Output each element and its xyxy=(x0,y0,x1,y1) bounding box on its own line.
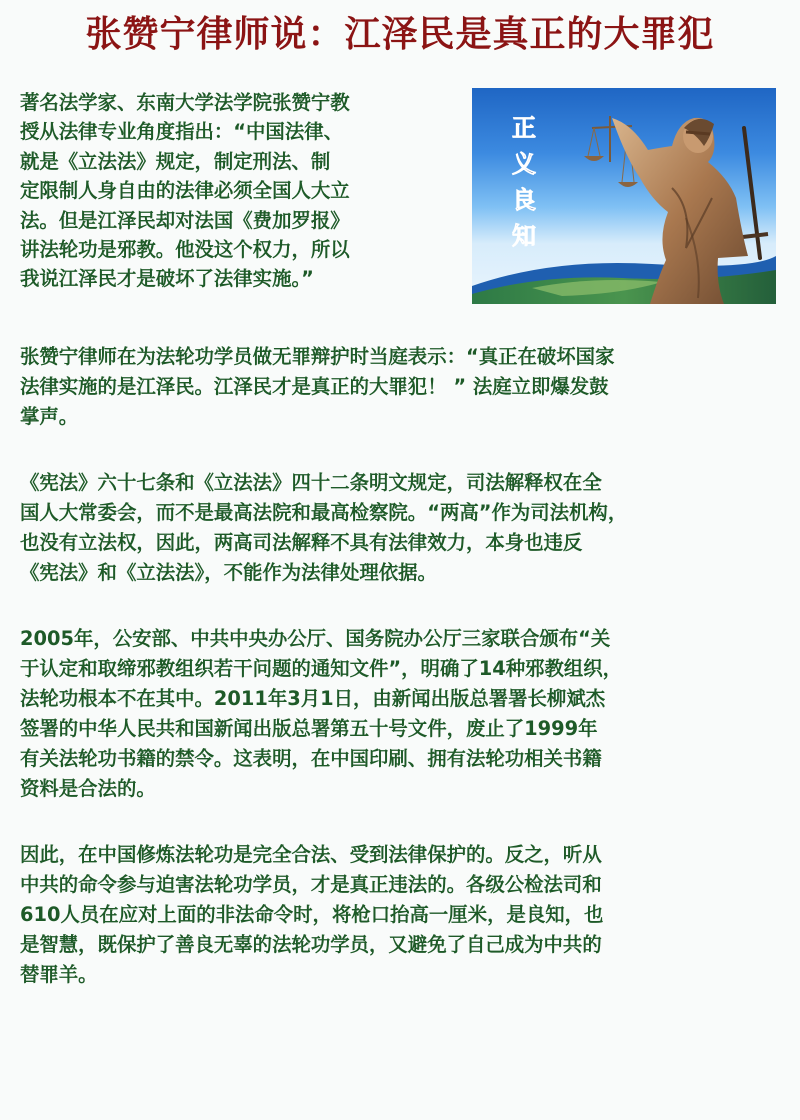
paragraph-line: 替罪羊。 xyxy=(20,963,98,986)
paragraph-line: 中共的命令参与迫害法轮功学员，才是真正违法的。各级公检法司和 xyxy=(20,873,602,896)
paragraph-line: 法律实施的是江泽民。江泽民才是真正的大罪犯！ ” 法庭立即爆发鼓 xyxy=(20,375,609,398)
lead-section xyxy=(20,88,780,316)
article-body xyxy=(20,342,780,990)
paragraph-line: 张赞宁律师在为法轮功学员做无罪辩护时当庭表示：“真正在破坏国家 xyxy=(20,345,615,368)
paragraph-line: 掌声。 xyxy=(20,405,79,428)
paragraph-4 xyxy=(20,840,780,990)
justice-statue-image xyxy=(472,88,776,304)
caption-char: 义 xyxy=(512,149,536,178)
paragraph-line: 讲法轮功是邪教。他没这个权力，所以 xyxy=(20,238,350,262)
caption-char: 良 xyxy=(512,185,536,214)
paragraph-line: 2005年，公安部、中共中央办公厅、国务院办公厅三家联合颁布“关 xyxy=(20,627,611,650)
paragraph-line: 定限制人身自由的法律必须全国人大立 xyxy=(20,179,350,203)
caption-char: 正 xyxy=(512,113,536,142)
justice-statue-illustration xyxy=(472,88,776,304)
paragraph-2 xyxy=(20,468,780,588)
paragraph-line: 签署的中华人民共和国新闻出版总署第五十号文件，废止了1999年 xyxy=(20,717,598,740)
paragraph-line: 《宪法》六十七条和《立法法》四十二条明文规定，司法解释权在全 xyxy=(20,471,602,494)
paragraph-line: 也没有立法权，因此，两高司法解释不具有法律效力，本身也违反 xyxy=(20,531,583,554)
paragraph-3 xyxy=(20,624,780,804)
paragraph-line: 610人员在应对上面的非法命令时，将枪口抬高一厘米，是良知，也 xyxy=(20,903,604,926)
paragraph-line: 资料是合法的。 xyxy=(20,777,156,800)
paragraph-line: 国人大常委会，而不是最高法院和最高检察院。“两高”作为司法机构， xyxy=(20,501,628,524)
paragraph-line: 就是《立法法》规定，制定刑法、制 xyxy=(20,149,331,173)
caption-char: 知 xyxy=(512,221,536,250)
paragraph-line: 授从法律专业角度指出：“中国法律、 xyxy=(20,120,343,144)
article-title: 张赞宁律师说：江泽民是真正的大罪犯 xyxy=(85,14,715,55)
paragraph-line: 法轮功根本不在其中。2011年3月1日，由新闻出版总署署长柳斌杰 xyxy=(20,687,606,710)
paragraph-line: 于认定和取缔邪教组织若干问题的通知文件”，明确了14种邪教组织， xyxy=(20,657,623,680)
paragraph-line: 因此，在中国修炼法轮功是完全合法、受到法律保护的。反之，听从 xyxy=(20,843,602,866)
paragraph-line: 是智慧，既保护了善良无辜的法轮功学员，又避免了自己成为中共的 xyxy=(20,933,602,956)
paragraph-0 xyxy=(20,88,450,294)
paragraph-line: 《宪法》和《立法法》，不能作为法律处理依据。 xyxy=(20,561,437,584)
paragraph-line: 法。但是江泽民却对法国《费加罗报》 xyxy=(20,208,350,232)
paragraph-line: 有关法轮功书籍的禁令。这表明，在中国印刷、拥有法轮功相关书籍 xyxy=(20,747,602,770)
paragraph-line: 著名法学家、东南大学法学院张赞宁教 xyxy=(20,91,350,114)
paragraph-line: 我说江泽民才是破坏了法律实施。” xyxy=(20,267,314,291)
paragraph-1 xyxy=(20,342,780,432)
